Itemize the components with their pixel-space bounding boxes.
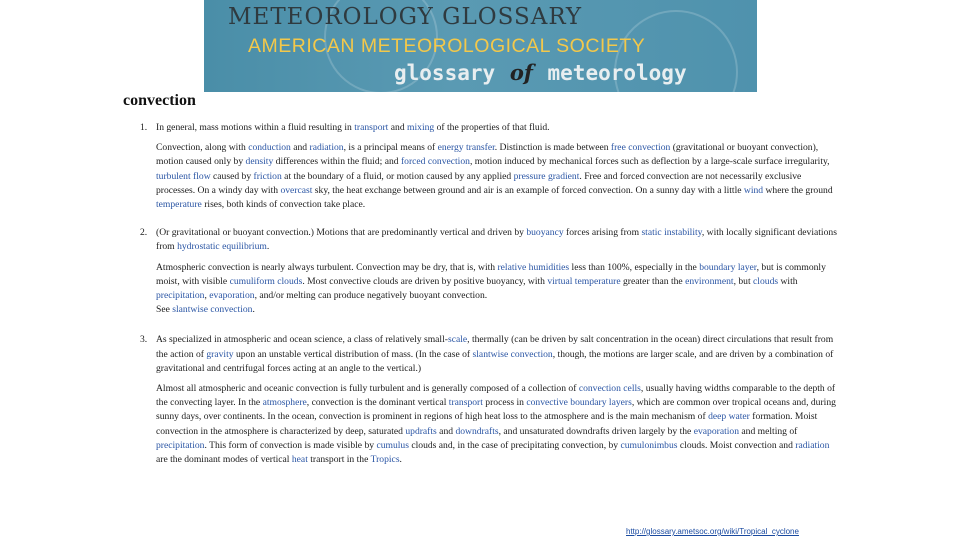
glossary-link[interactable]: energy transfer xyxy=(437,142,495,154)
glossary-link[interactable]: convection cells xyxy=(578,383,641,395)
source-url-link[interactable]: http://glossary.ametsoc.org/wiki/Tropical_cyclone xyxy=(626,527,799,536)
definition-paragraph xyxy=(156,303,840,317)
glossary-link[interactable]: Tropics xyxy=(370,454,400,466)
definition-paragraph xyxy=(156,333,840,376)
glossary-link[interactable]: transport xyxy=(448,397,483,409)
text-run: rises, both kinds of convection take place. xyxy=(201,199,366,211)
glossary-link[interactable]: overcast xyxy=(280,184,313,196)
glossary-link[interactable]: transport xyxy=(354,122,389,133)
glossary-link[interactable]: mixing xyxy=(407,122,435,133)
glossary-link[interactable]: updrafts xyxy=(405,425,437,437)
glossary-link[interactable]: precipitation xyxy=(156,290,205,302)
glossary-link[interactable]: radiation xyxy=(795,439,830,451)
glossary-link[interactable]: hydrostatic equilibrium xyxy=(177,241,267,253)
text-run: (Or gravitational or buoyant convection.) Motions that are predominantly vertical and driven by xyxy=(156,227,527,239)
text-run: and xyxy=(290,142,310,154)
glossary-link[interactable]: downdrafts xyxy=(455,425,499,437)
text-run: with xyxy=(778,275,798,287)
text-run: . xyxy=(252,304,255,316)
glossary-link[interactable]: turbulent flow xyxy=(156,170,211,182)
text-run: . xyxy=(399,454,402,466)
glossary-link[interactable]: static instability xyxy=(641,227,702,239)
text-run: formation. Moist convection in the atmosphere is characterized by deep, saturated xyxy=(156,411,818,437)
glossary-link[interactable]: clouds xyxy=(753,275,779,287)
glossary-link[interactable]: radiation xyxy=(309,142,344,154)
glossary-link[interactable]: boundary layer xyxy=(699,261,757,273)
text-run: sky, the heat exchange between ground and air is an example of forced convection. On a sunny day with a little xyxy=(312,184,744,196)
text-run: and xyxy=(388,122,408,133)
text-run: transport in the xyxy=(307,454,371,466)
glossary-link[interactable]: virtual temperature xyxy=(547,275,621,287)
text-run: , and unsaturated downdrafts driven largely by the xyxy=(498,425,694,437)
definition-item xyxy=(140,333,840,467)
text-run: differences within the fluid; and xyxy=(273,156,401,168)
text-run: , but is commonly moist, with visible xyxy=(156,261,826,287)
glossary-link[interactable]: density xyxy=(245,156,274,168)
definition-paragraph xyxy=(156,226,840,254)
definition-paragraph xyxy=(156,261,840,304)
definition-number: 3. xyxy=(140,334,148,346)
text-run: caused by xyxy=(210,170,254,182)
glossary-link[interactable]: forced convection xyxy=(400,156,470,168)
text-run: less than 100%, especially in the xyxy=(569,261,700,273)
text-run: . Most convective clouds are driven by positive buoyancy, with xyxy=(302,275,548,287)
text-run: process in xyxy=(482,397,527,409)
glossary-link[interactable]: cumulonimbus xyxy=(620,439,678,451)
banner-subtitle: glossary of meteorology xyxy=(394,60,687,85)
text-run: , is a principal means of xyxy=(343,142,438,154)
text-run: of the properties of that fluid. xyxy=(434,122,550,133)
definition-item xyxy=(140,121,840,212)
term-title: convection xyxy=(123,92,196,109)
glossary-link[interactable]: atmosphere xyxy=(262,397,307,409)
text-run: (gravitational or buoyant convection), motion caused only by xyxy=(156,142,819,168)
text-run: upon an unstable vertical distribution of mass. (In the case of xyxy=(233,348,473,360)
glossary-link[interactable]: friction xyxy=(253,170,282,182)
glossary-link[interactable]: free convection xyxy=(610,142,671,154)
text-run: Convection, along with xyxy=(156,142,249,154)
glossary-link[interactable]: scale xyxy=(447,334,468,346)
glossary-link[interactable]: evaporation xyxy=(209,290,255,302)
text-run: In general, mass motions within a fluid resulting in xyxy=(156,122,355,133)
glossary-link[interactable]: slantwise convection xyxy=(472,348,553,360)
banner-society: AMERICAN METEOROLOGICAL SOCIETY xyxy=(248,35,646,57)
text-run: . Free and forced convection are not necessarily exclusive processes. On a windy day with xyxy=(156,170,802,196)
text-run: , and/or melting can produce negatively buoyant convection. xyxy=(254,290,488,302)
definition-number: 1. xyxy=(140,122,148,133)
text-run: clouds and, in the case of precipitating convection, by xyxy=(408,439,621,451)
text-run: , xyxy=(204,290,210,302)
definition-paragraph xyxy=(156,121,840,135)
glossary-link[interactable]: slantwise convection xyxy=(172,304,253,316)
glossary-link[interactable]: gravity xyxy=(206,348,234,360)
glossary-link[interactable]: heat xyxy=(291,454,308,466)
text-run: , motion induced by mechanical forces such as deflection by a large-scale surface irregularity, xyxy=(469,156,830,168)
text-run: greater than the xyxy=(620,275,686,287)
glossary-link[interactable]: convective boundary layers xyxy=(526,397,632,409)
glossary-link[interactable]: cumuliform clouds xyxy=(229,275,303,287)
text-run: See xyxy=(156,304,173,316)
text-run: where the ground xyxy=(763,184,833,196)
text-run: and melting of xyxy=(739,425,798,437)
glossary-link[interactable]: evaporation xyxy=(693,425,740,437)
text-run: Almost all atmospheric and oceanic convection is fully turbulent and is generally composed of a collection of xyxy=(156,383,579,395)
text-run: , convection is the dominant vertical xyxy=(306,397,449,409)
text-run: . Distinction is made between xyxy=(494,142,611,154)
glossary-banner xyxy=(204,0,757,92)
text-run: forces arising from xyxy=(563,227,642,239)
text-run: are the dominant modes of vertical xyxy=(156,454,292,466)
glossary-link[interactable]: precipitation xyxy=(156,439,205,451)
definition-paragraph xyxy=(156,382,840,467)
text-run: , though, the motions are larger scale, and are driven by a combination of gravitational and centrifugal forces acting at an angle to the vertical.) xyxy=(156,348,834,374)
glossary-link[interactable]: conduction xyxy=(248,142,291,154)
definition-number: 2. xyxy=(140,227,148,239)
text-run: As specialized in atmospheric and ocean science, a class of relatively small- xyxy=(156,334,448,346)
text-run: . This form of convection is made visible by xyxy=(204,439,377,451)
banner-title: METEOROLOGY GLOSSARY xyxy=(228,4,583,30)
text-run: and xyxy=(436,425,456,437)
text-run: , but xyxy=(733,275,754,287)
glossary-link[interactable]: buoyancy xyxy=(526,227,564,239)
glossary-link[interactable]: wind xyxy=(743,184,764,196)
glossary-link[interactable]: temperature xyxy=(156,199,202,211)
definition-item xyxy=(140,226,840,317)
glossary-link[interactable]: relative humidities xyxy=(497,261,570,273)
glossary-link[interactable]: cumulus xyxy=(376,439,409,451)
glossary-link[interactable]: pressure gradient xyxy=(513,170,580,182)
text-run: Atmospheric convection is nearly always turbulent. Convection may be dry, that is, with xyxy=(156,261,498,273)
text-run: , which are common over tropical oceans and, during sunny days, over continents. In the ocean, convection is prominent in regions of high heat loss to the atmosphere and is the main mechanism of xyxy=(156,397,836,423)
glossary-link[interactable]: deep water xyxy=(708,411,750,423)
glossary-link[interactable]: environment xyxy=(685,275,734,287)
text-run: , usually having widths comparable to the depth of the convecting layer. In the xyxy=(156,383,836,409)
definition-list xyxy=(140,121,840,467)
text-run: , with locally significant deviations from xyxy=(156,227,837,253)
text-run: clouds. Moist convection and xyxy=(677,439,796,451)
text-run: , thermally (can be driven by salt concentration in the ocean) direct circulations that result from the action of xyxy=(156,334,834,360)
text-run: . xyxy=(266,241,270,253)
text-run: at the boundary of a fluid, or motion caused by any applied xyxy=(281,170,514,182)
definition-paragraph xyxy=(156,141,840,212)
